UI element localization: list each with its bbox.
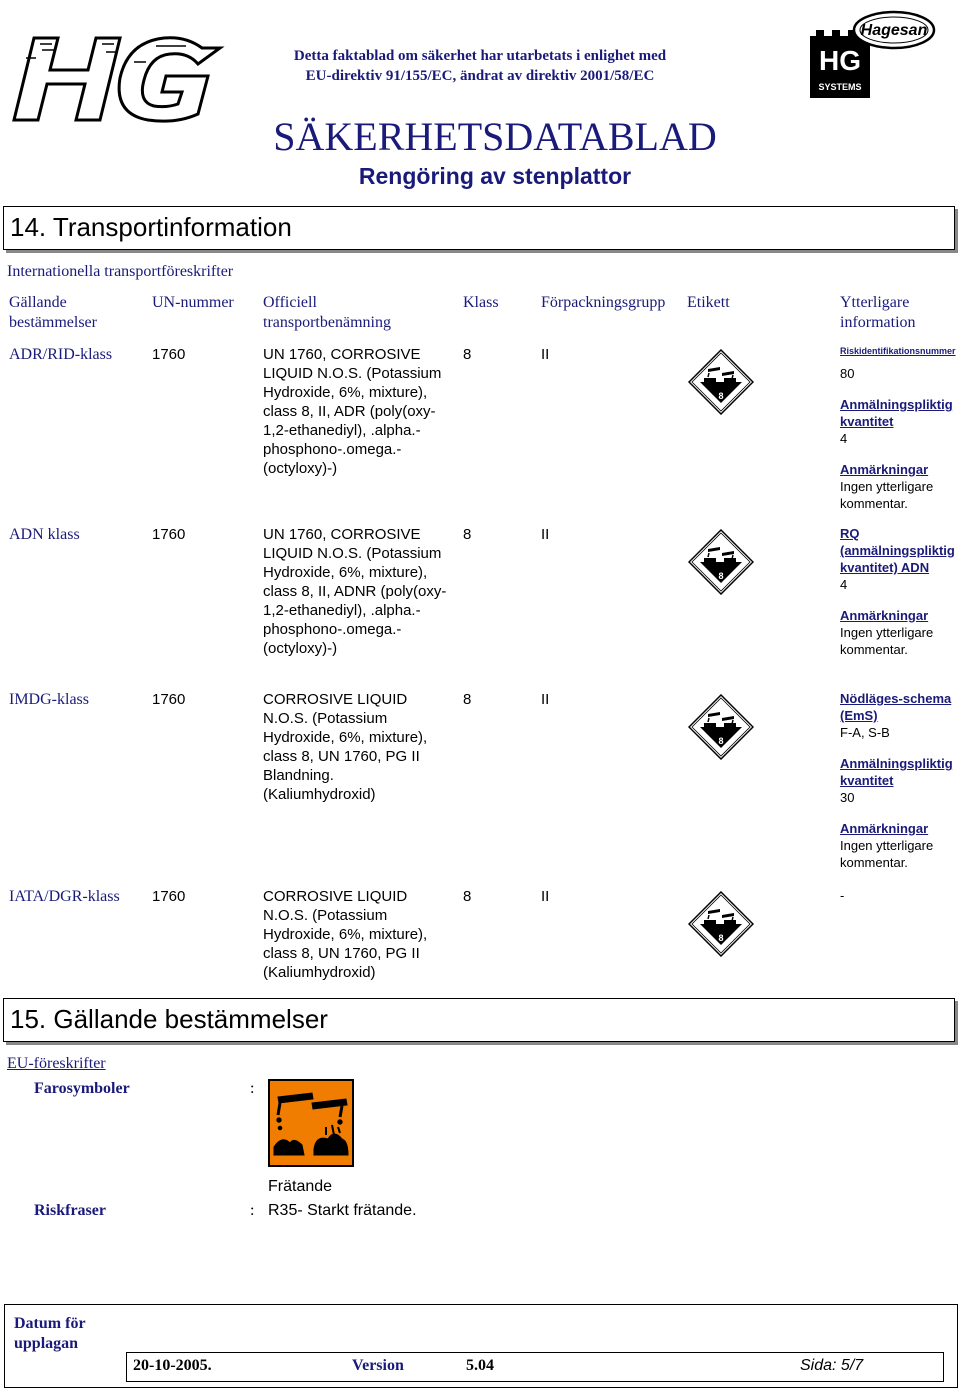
row-class: 8 (463, 888, 472, 905)
row-info (840, 525, 956, 658)
row-un-number: 1760 (152, 888, 186, 905)
info-value: Ingen ytterligare kommentar. (840, 838, 934, 870)
corrosive-hazard-symbol-icon (268, 1079, 354, 1167)
section-14-title: 14. Transportinformation (10, 212, 292, 242)
row-un-number: 1760 (152, 691, 186, 708)
col-additional-info: Ytterligare information (840, 294, 916, 331)
col-regulation: Gällande bestämmelser (9, 294, 97, 331)
info-heading: Anmärkningar (840, 608, 929, 623)
row-regulation: IATA/DGR-klass (9, 888, 120, 905)
svg-text:Hagesan: Hagesan (860, 22, 928, 39)
svg-text:8: 8 (718, 736, 724, 746)
row-info (840, 690, 956, 871)
info-value: Ingen ytterligare kommentar. (840, 479, 934, 511)
footer-date-value: 20-10-2005. (133, 1357, 212, 1374)
row-official-name: CORROSIVE LIQUID N.O.S. (Potassium Hydroxide, 6%, mixture), class 8, UN 1760, PG II (Kaliumhydroxid) (263, 888, 428, 981)
footer-version-value: 5.04 (466, 1357, 494, 1374)
info-value: Ingen ytterligare kommentar. (840, 625, 934, 657)
info-heading: Riskidentifikationsnummer (840, 346, 956, 356)
hazard-symbols-colon: : (250, 1080, 255, 1097)
svg-text:SYSTEMS: SYSTEMS (818, 82, 862, 92)
row-class: 8 (463, 691, 472, 708)
row-regulation: ADR/RID-klass (9, 346, 113, 363)
row-packing-group: II (541, 526, 550, 543)
row-packing-group: II (541, 691, 550, 708)
corrosive-label-icon (688, 891, 754, 957)
svg-text:8: 8 (718, 391, 724, 401)
corrosive-label-icon (688, 349, 754, 415)
risk-phrases-label: Riskfraser (34, 1202, 106, 1219)
col-packing-group: Förpackningsgrupp (541, 294, 666, 311)
info-heading: Anmälningspliktig kvantitet (840, 756, 953, 788)
hagesan-hg-systems-logo (806, 8, 936, 100)
regulation-notice-line2: EU-direktiv 91/155/EC, ändrat av direktiv 2001/58/EC (305, 68, 655, 84)
row-official-name: CORROSIVE LIQUID N.O.S. (Potassium Hydroxide, 6%, mixture), class 8, UN 1760, PG II Blandning. (Kaliumhydroxid) (263, 691, 428, 803)
hazard-symbols-label: Farosymboler (34, 1080, 130, 1097)
svg-text:HG: HG (819, 45, 861, 76)
info-heading: Nödläges-schema (EmS) (840, 691, 952, 723)
row-info (840, 345, 956, 512)
section-15-title: 15. Gällande bestämmelser (10, 1004, 328, 1034)
row-packing-group: II (541, 346, 550, 363)
corrosive-label-icon (688, 694, 754, 760)
row-info (840, 887, 956, 904)
row-regulation: IMDG-klass (9, 691, 89, 708)
col-official-name: Officiell transportbenämning (263, 294, 391, 331)
info-heading: RQ (840, 526, 860, 541)
corrosive-label-icon (688, 529, 754, 595)
info-heading: Anmärkningar (840, 462, 929, 477)
footer-page-number: Sida: 5/7 (800, 1357, 864, 1374)
transport-subtitle: Internationella transportföreskrifter (7, 263, 234, 280)
col-label: Etikett (687, 294, 730, 311)
row-official-name: UN 1760, CORROSIVE LIQUID N.O.S. (Potassium Hydroxide, 6%, mixture), class 8, II, ADNR (poly(oxy-1,2-ethanediyl), .alpha.-phosphono-.omega.-(octyloxy)-) (263, 526, 447, 657)
row-packing-group: II (541, 888, 550, 905)
info-heading: Anmälningspliktig kvantitet (840, 397, 953, 429)
col-class: Klass (463, 294, 499, 311)
hg-logo (6, 18, 246, 128)
info-value: F-A, S-B (840, 725, 890, 740)
row-un-number: 1760 (152, 346, 186, 363)
svg-text:8: 8 (718, 933, 724, 943)
risk-phrases-colon: : (250, 1202, 255, 1219)
row-un-number: 1760 (152, 526, 186, 543)
row-class: 8 (463, 526, 472, 543)
info-value: 4 (840, 431, 848, 446)
info-heading: (anmälningspliktig kvantitet) ADN (840, 543, 955, 575)
info-heading: Anmärkningar (840, 821, 929, 836)
col-un-number: UN-nummer (152, 294, 234, 311)
footer-version-label: Version (352, 1357, 404, 1374)
info-value: 30 (840, 790, 855, 805)
svg-text:8: 8 (718, 571, 724, 581)
document-title: SÄKERHETSDATABLAD (273, 114, 717, 159)
row-class: 8 (463, 346, 472, 363)
footer-date-label: Datum för upplagan (14, 1315, 86, 1352)
risk-phrases-value: R35- Starkt frätande. (268, 1202, 417, 1219)
info-value: 80 (840, 366, 855, 381)
row-official-name: UN 1760, CORROSIVE LIQUID N.O.S. (Potassium Hydroxide, 6%, mixture), class 8, II, ADR (poly(oxy-1,2-ethanediyl), .alpha.-phosphono-.omega.-(octyloxy)-) (263, 346, 442, 477)
eu-regulations-heading: EU-föreskrifter (7, 1055, 106, 1072)
row-regulation: ADN klass (9, 526, 80, 543)
info-value: - (840, 888, 845, 903)
hazard-symbol-caption: Frätande (268, 1178, 333, 1195)
info-value: 4 (840, 577, 848, 592)
product-name: Rengöring av stenplattor (358, 163, 632, 189)
regulation-notice-line1: Detta faktablad om säkerhet har utarbetats i enlighet med (293, 48, 667, 64)
